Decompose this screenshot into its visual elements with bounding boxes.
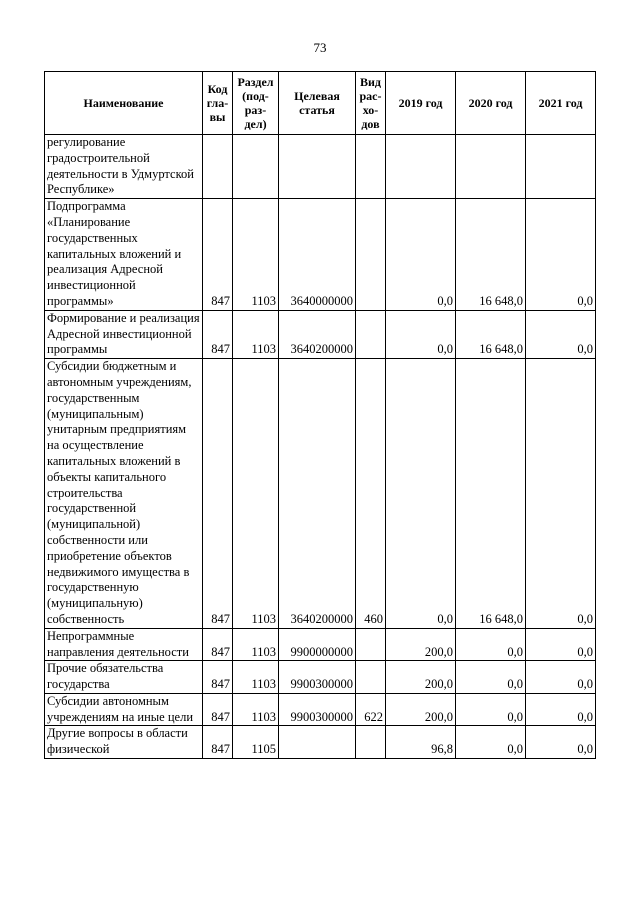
row-2020: 0,0 [456,661,526,694]
row-target: 3640200000 [279,310,356,358]
table-row [45,693,596,726]
row-expense-type [356,661,386,694]
row-chapter: 847 [203,628,233,661]
row-2021: 0,0 [526,628,596,661]
header-2020: 2020 год [456,72,526,135]
row-name: Непрограммные направления деятельности [45,628,203,661]
row-expense-type [356,310,386,358]
row-2019: 96,8 [386,726,456,759]
row-expense-type [356,135,386,199]
row-target [279,726,356,759]
row-2021: 0,0 [526,359,596,629]
row-2021: 0,0 [526,310,596,358]
row-2019: 200,0 [386,628,456,661]
row-name: Субсидии автономным учреждениям на иные цели [45,693,203,726]
row-2019: 200,0 [386,693,456,726]
table-row [45,628,596,661]
row-2021: 0,0 [526,199,596,311]
header-section: Раздел (под-раз-дел) [233,72,279,135]
row-section: 1105 [233,726,279,759]
row-target: 3640000000 [279,199,356,311]
row-target [279,135,356,199]
row-2020: 16 648,0 [456,310,526,358]
header-name: Наименование [45,72,203,135]
row-2021: 0,0 [526,726,596,759]
header-2021: 2021 год [526,72,596,135]
row-target: 3640200000 [279,359,356,629]
row-section: 1103 [233,693,279,726]
row-2021: 0,0 [526,693,596,726]
row-section: 1103 [233,661,279,694]
row-chapter [203,135,233,199]
row-expense-type [356,628,386,661]
row-chapter: 847 [203,359,233,629]
table-row [45,135,596,199]
row-2021: 0,0 [526,661,596,694]
row-expense-type: 460 [356,359,386,629]
row-chapter: 847 [203,726,233,759]
row-expense-type: 622 [356,693,386,726]
row-expense-type [356,726,386,759]
budget-table [44,71,596,759]
row-chapter: 847 [203,310,233,358]
row-section: 1103 [233,359,279,629]
row-target: 9900300000 [279,693,356,726]
table-row [45,726,596,759]
row-name: Прочие обязательства государства [45,661,203,694]
header-expense-type: Вид рас-хо-дов [356,72,386,135]
row-2020: 16 648,0 [456,199,526,311]
row-chapter: 847 [203,661,233,694]
row-2021 [526,135,596,199]
row-chapter: 847 [203,693,233,726]
row-target: 9900000000 [279,628,356,661]
row-expense-type [356,199,386,311]
row-name: регулирование градостроительной деятельности в Удмуртской Республике» [45,135,203,199]
row-name: Подпрограмма «Планирование государственных капитальных вложений и реализация Адресной инвестиционной программы» [45,199,203,311]
row-2020: 0,0 [456,693,526,726]
row-section: 1103 [233,628,279,661]
row-2020 [456,135,526,199]
row-section [233,135,279,199]
header-2019: 2019 год [386,72,456,135]
row-2019: 0,0 [386,359,456,629]
row-name: Другие вопросы в области физической [45,726,203,759]
header-target-article: Целевая статья [279,72,356,135]
row-2020: 0,0 [456,726,526,759]
row-section: 1103 [233,199,279,311]
table-row [45,199,596,311]
table-row [45,310,596,358]
row-2020: 0,0 [456,628,526,661]
row-2019 [386,135,456,199]
table-row [45,661,596,694]
row-section: 1103 [233,310,279,358]
table-header-row [45,72,596,135]
table-row [45,359,596,629]
row-2020: 16 648,0 [456,359,526,629]
row-2019: 200,0 [386,661,456,694]
row-chapter: 847 [203,199,233,311]
page-number: 73 [313,40,327,55]
row-target: 9900300000 [279,661,356,694]
row-2019: 0,0 [386,310,456,358]
header-chapter-code: Код гла-вы [203,72,233,135]
row-2019: 0,0 [386,199,456,311]
row-name: Субсидии бюджетным и автономным учреждениям, государственным (муниципальным) унитарным предприятиям на осуществление капитальных вложений в объекты капитального строительства государственной (муниципальной) собственности или приобретение объектов недвижимого имущества в государственную (муниципальную) собственность [45,359,203,629]
row-name: Формирование и реализация Адресной инвестиционной программы [45,310,203,358]
